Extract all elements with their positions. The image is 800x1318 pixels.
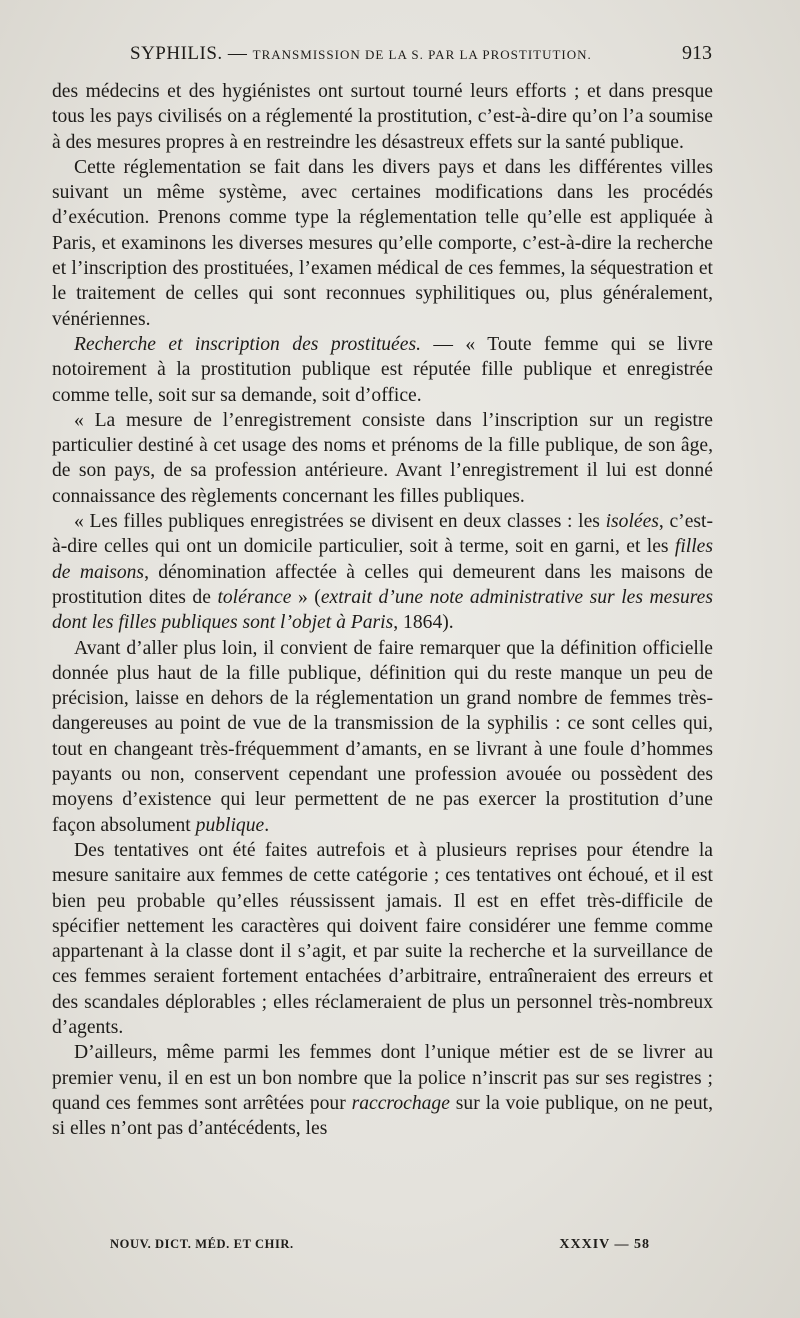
body-text — [52, 79, 713, 1141]
paragraph — [52, 838, 713, 1040]
text-run: D’ailleurs, même parmi les femmes dont l’unique métier est de se livrer au premier venu, il en est un bon nombre que la police n’inscrit pas sur ses registres ; quand ces femmes sont arrêtées pour — [52, 1042, 713, 1114]
text-run: . — [264, 814, 270, 836]
paragraph — [52, 408, 713, 509]
text-run: Des tentatives ont été faites autrefois et à plusieurs reprises pour étendre la mesure sanitaire aux femmes de cette catégorie ; ces tentatives ont échoué, et il est bien peu probable qu’elles réussissent jamais. Il est en effet très-difficile de spécifier nettement les caractères qui doivent faire considérer une femme comme appartenant à la classe dont il s’agit, et par suite la recherche et la surveillance de ces femmes seraient fortement entachées d’arbitraire, entraîneraient des erreurs et des scandales déplorables ; elles réclameraient de plus un personnel très-nombreux d’agents. — [52, 839, 713, 1038]
text-run: — « Toute femme qui se livre notoirement à la prostitution publique est réputée fille publique et enregistrée comme telle, soit sur sa demande, soit d’office. — [52, 333, 713, 406]
running-header — [130, 42, 712, 72]
page-footer — [110, 1237, 650, 1253]
footer-publication: NOUV. DICT. MÉD. ET CHIR. — [110, 1237, 294, 1251]
italic-text: publique — [195, 814, 265, 836]
signature-mark: XXXIV — 58 — [559, 1237, 650, 1252]
running-title — [130, 43, 592, 65]
text-run: » ( — [291, 586, 321, 608]
running-title-main: SYPHILIS. — — [130, 43, 253, 64]
italic-text: Recherche et inscription des prostituées. — [74, 333, 421, 355]
text-run: Avant d’aller plus loin, il convient de faire remarquer que la définition officielle donnée plus haut de la fille publique, définition qui du reste manque un peu de précision, laisse en dehors de la réglementation un grand nombre de femmes très-dangereuses au point de vue de la transmission de la syphilis : ce sont celles qui, tout en changeant très-fréquemment d’amants, en se livrant à une foule d’hommes payants ou non, conservent cependant une profession avouée ou possèdent des moyens d’existence qui leur permettent de ne pas exercer la prostitution d’une façon absolument — [52, 637, 713, 836]
italic-text: tolérance — [217, 586, 292, 608]
text-run: , 1864). — [393, 612, 454, 634]
italic-text: extrait d’une note administrative sur les mesures dont les filles publiques sont l’objet à Paris — [52, 586, 713, 634]
text-run: « Les filles publiques enregistrées se divisent en deux classes : les — [74, 511, 606, 533]
page-number: 913 — [682, 42, 712, 64]
text-run: des médecins et des hygiénistes ont surtout tourné leurs efforts ; et dans presque tous les pays civilisés on a réglementé la prostitution, c’est-à-dire qu’on l’a soumise à des mesures propres à en restreindre les désastreux effets sur la santé publique. — [52, 81, 713, 153]
paragraph — [52, 79, 713, 155]
text-run: sur la voie publique, on ne peut, si elles n’ont pas d’antécédents, les — [52, 1092, 713, 1140]
italic-text: filles de maisons — [52, 536, 713, 583]
paragraph — [52, 155, 713, 332]
italic-text: raccrochage — [351, 1092, 450, 1114]
italic-text: isolées — [605, 511, 659, 533]
paragraph — [52, 332, 713, 408]
text-run: « La mesure de l’enregistrement consiste dans l’inscription sur un registre particulier destiné à cet usage des noms et prénoms de la fille publique, de son âge, de son pays, de sa profession antérieure. Avant l’enregistrement il lui est donné connaissance des règlements concernant les filles publiques. — [52, 409, 713, 507]
text-run: , c’est-à-dire celles qui ont un domicile particulier, soit à terme, soit en garni, et les — [52, 511, 713, 558]
paragraph — [52, 509, 713, 635]
paragraph — [52, 1040, 713, 1141]
running-title-sub: TRANSMISSION DE LA S. PAR LA PROSTITUTION. — [252, 47, 592, 62]
text-run: Cette réglementation se fait dans les divers pays et dans les différentes villes suivant un même système, avec certaines modifications dans les procédés d’exécution. Prenons comme type la réglementation telle qu’elle est appliquée à Paris, et examinons les diverses mesures qu’elle comporte, c’est-à-dire la recherche et l’inscription des prostituées, l’examen médical de ces femmes, la séquestration et le traitement de celles qui sont reconnues syphilitiques ou, plus généralement, vénériennes. — [52, 156, 713, 330]
paragraph — [52, 636, 713, 838]
text-run: , dénomination affectée à celles qui demeurent dans les maisons de prostitution dites de — [52, 561, 713, 608]
